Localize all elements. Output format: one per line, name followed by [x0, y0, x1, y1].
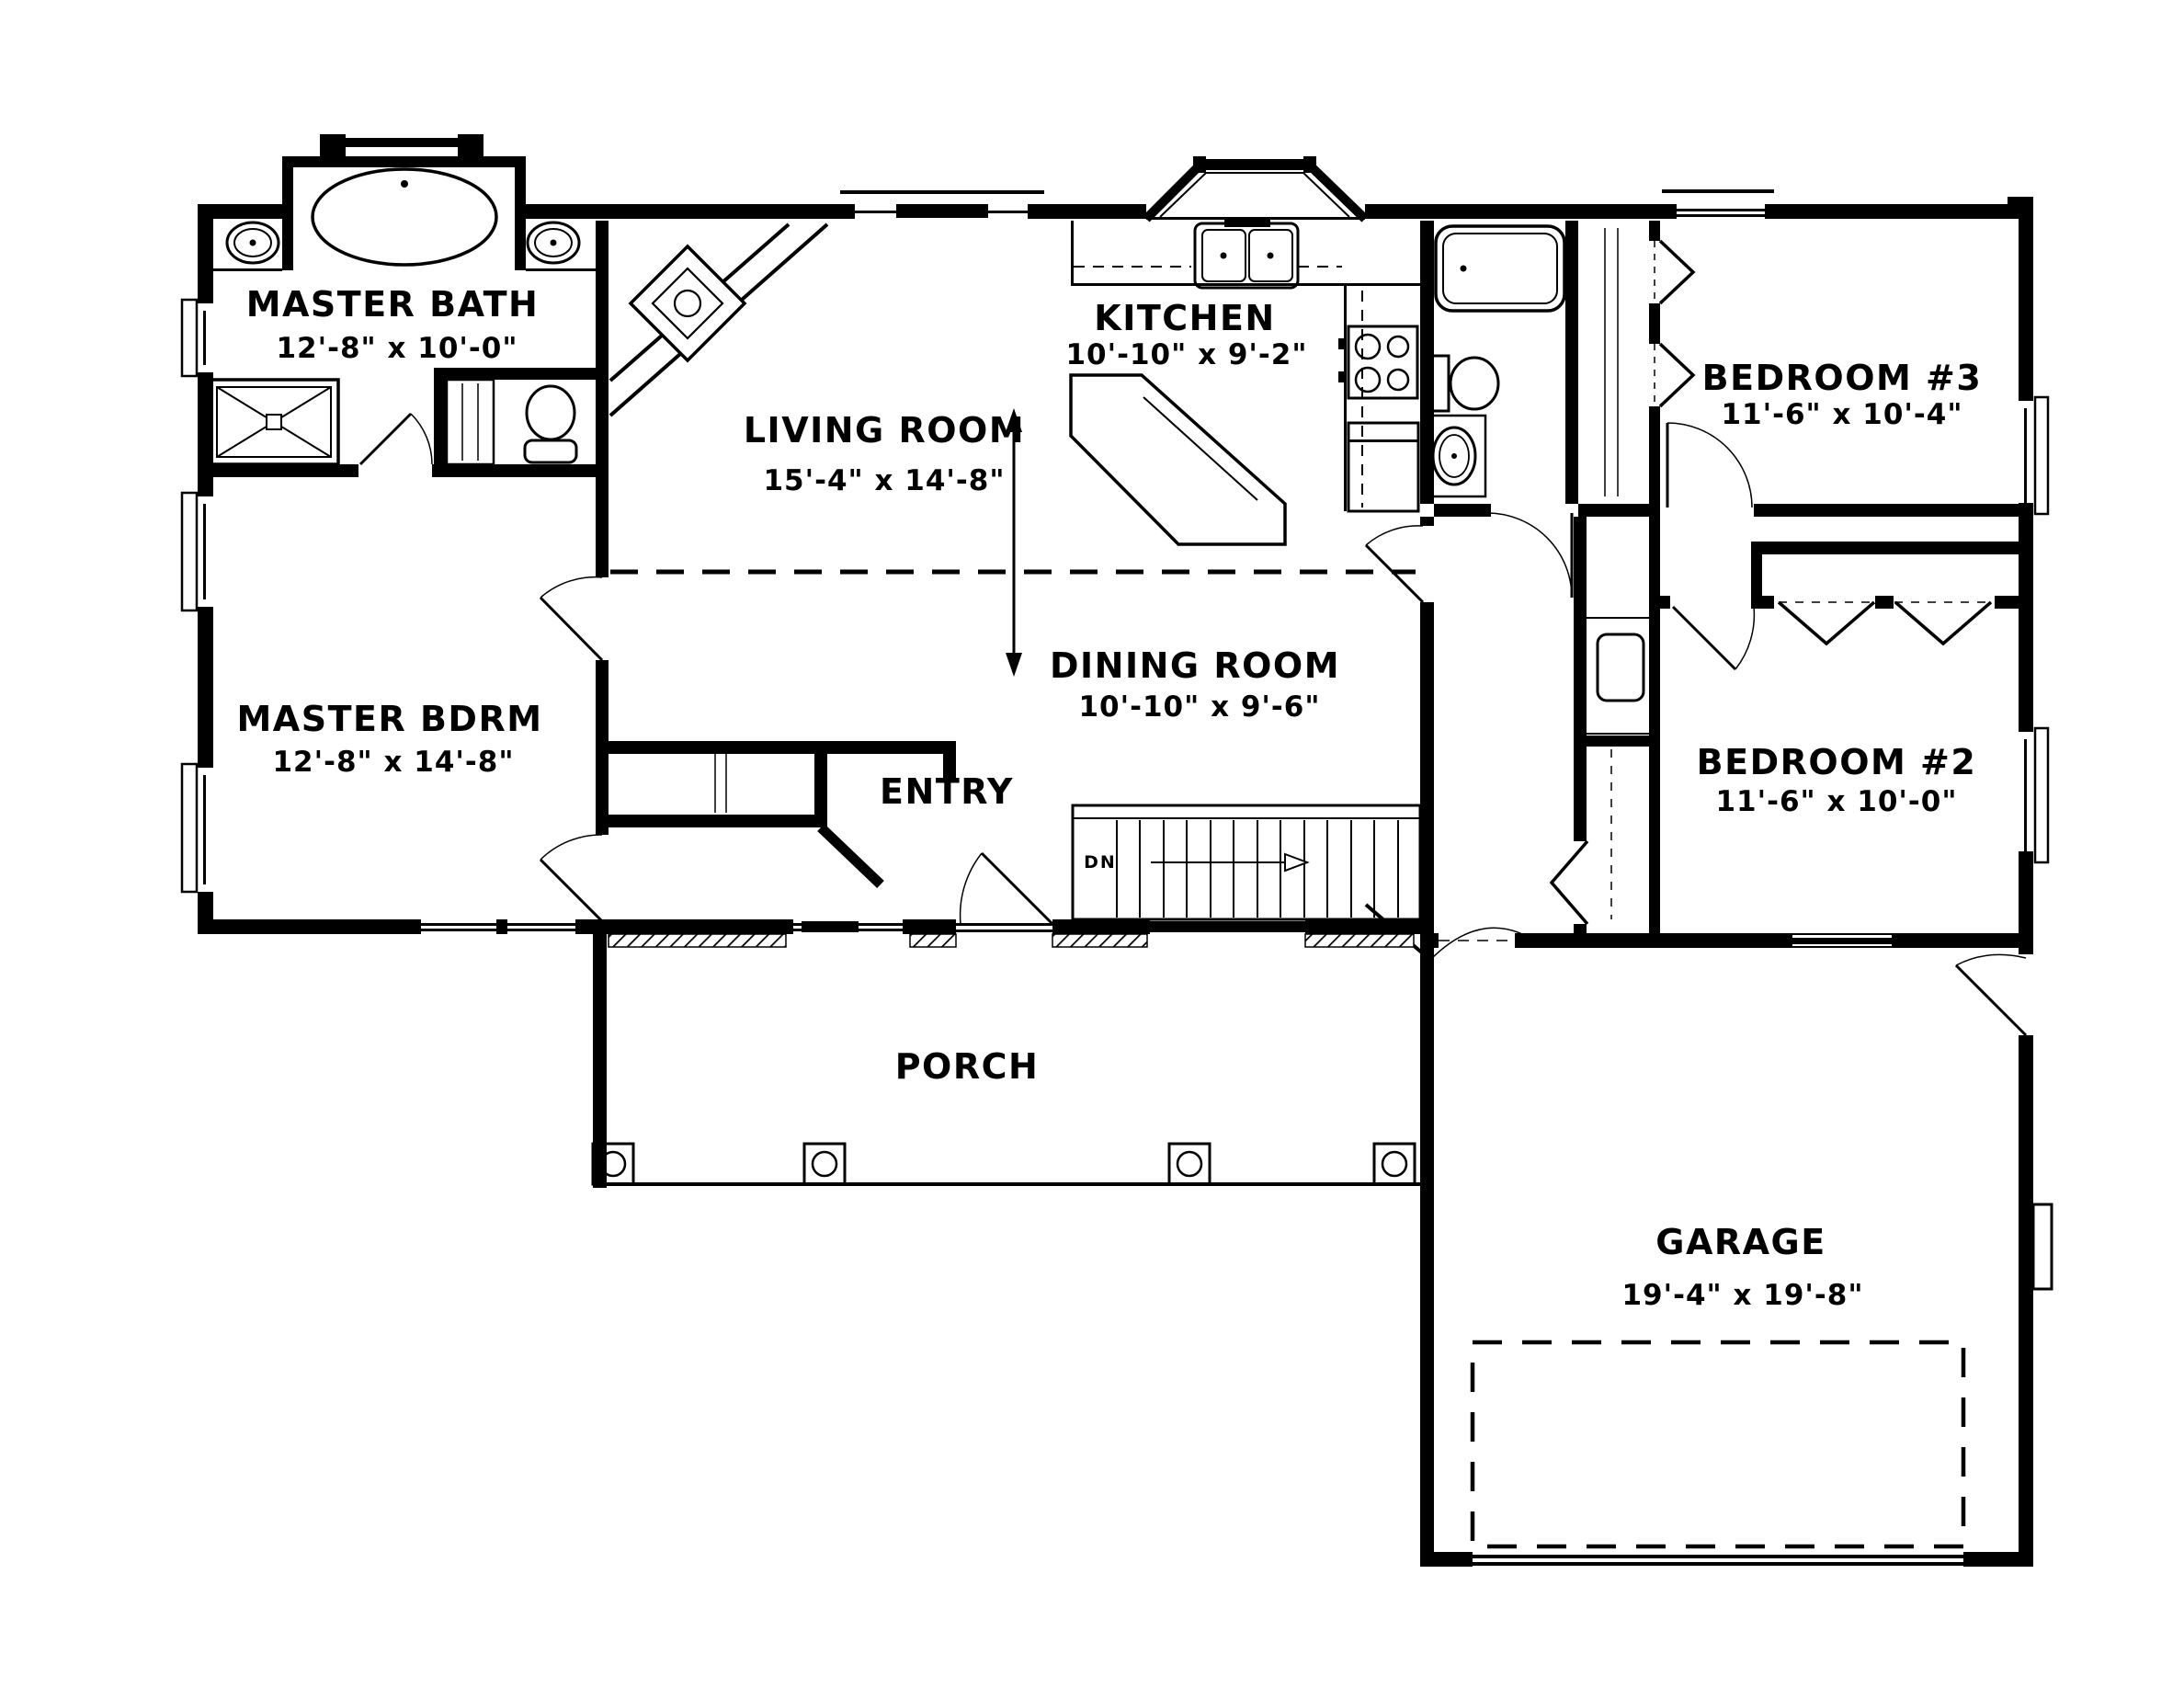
sill-hatch — [609, 934, 1414, 947]
stairs-dn-label: DN — [1084, 852, 1117, 873]
room-label-dining-room: DINING ROOM — [1049, 645, 1341, 686]
room-label-bedroom-2: BEDROOM #2 — [1696, 742, 1977, 782]
room-label-master-bedroom: MASTER BDRM — [236, 699, 543, 739]
stairs — [1073, 805, 1420, 919]
room-label-master-bath: MASTER BATH — [245, 284, 540, 325]
porch-column — [1374, 1144, 1415, 1184]
room-dims-living-room: 15'-4" x 14'-8" — [763, 464, 1006, 497]
room-label-porch: PORCH — [894, 1046, 1040, 1087]
room-dims-master-bath: 12'-8" x 10'-0" — [276, 332, 518, 365]
master-tub — [282, 134, 526, 270]
fireplace — [610, 224, 827, 416]
tub — [1436, 226, 1564, 311]
closets — [715, 228, 1991, 924]
porch-column — [1169, 1144, 1210, 1184]
refrigerator — [1348, 423, 1418, 511]
room-label-kitchen: KITCHEN — [1094, 298, 1276, 338]
water-heater — [1598, 634, 1644, 701]
room-dims-dining-room: 10'-10" x 9'-6" — [1078, 690, 1321, 724]
room-dims-garage: 19'-4" x 19'-8" — [1621, 1279, 1864, 1312]
room-label-entry: ENTRY — [880, 771, 1014, 812]
toilet — [1450, 358, 1498, 409]
room-dims-kitchen: 10'-10" x 9'-2" — [1065, 338, 1308, 371]
kitchen-fixtures — [1071, 219, 1420, 544]
room-dims-master-bedroom: 12'-8" x 14'-8" — [272, 746, 515, 779]
room-label-bedroom-3: BEDROOM #3 — [1701, 358, 1983, 398]
room-dims-bedroom-3: 11'-6" x 10'-4" — [1721, 398, 1963, 431]
room-label-garage: GARAGE — [1655, 1222, 1826, 1262]
room-label-living-room: LIVING ROOM — [743, 410, 1026, 451]
garage-door-outline — [1473, 1342, 1963, 1546]
toilet — [527, 386, 574, 439]
porch-column — [804, 1144, 845, 1184]
kitchen-bar — [1071, 375, 1285, 544]
hall-bath-fixtures — [1425, 226, 1572, 598]
bay-window — [1146, 156, 1365, 220]
room-dims-bedroom-2: 11'-6" x 10'-0" — [1715, 785, 1958, 818]
